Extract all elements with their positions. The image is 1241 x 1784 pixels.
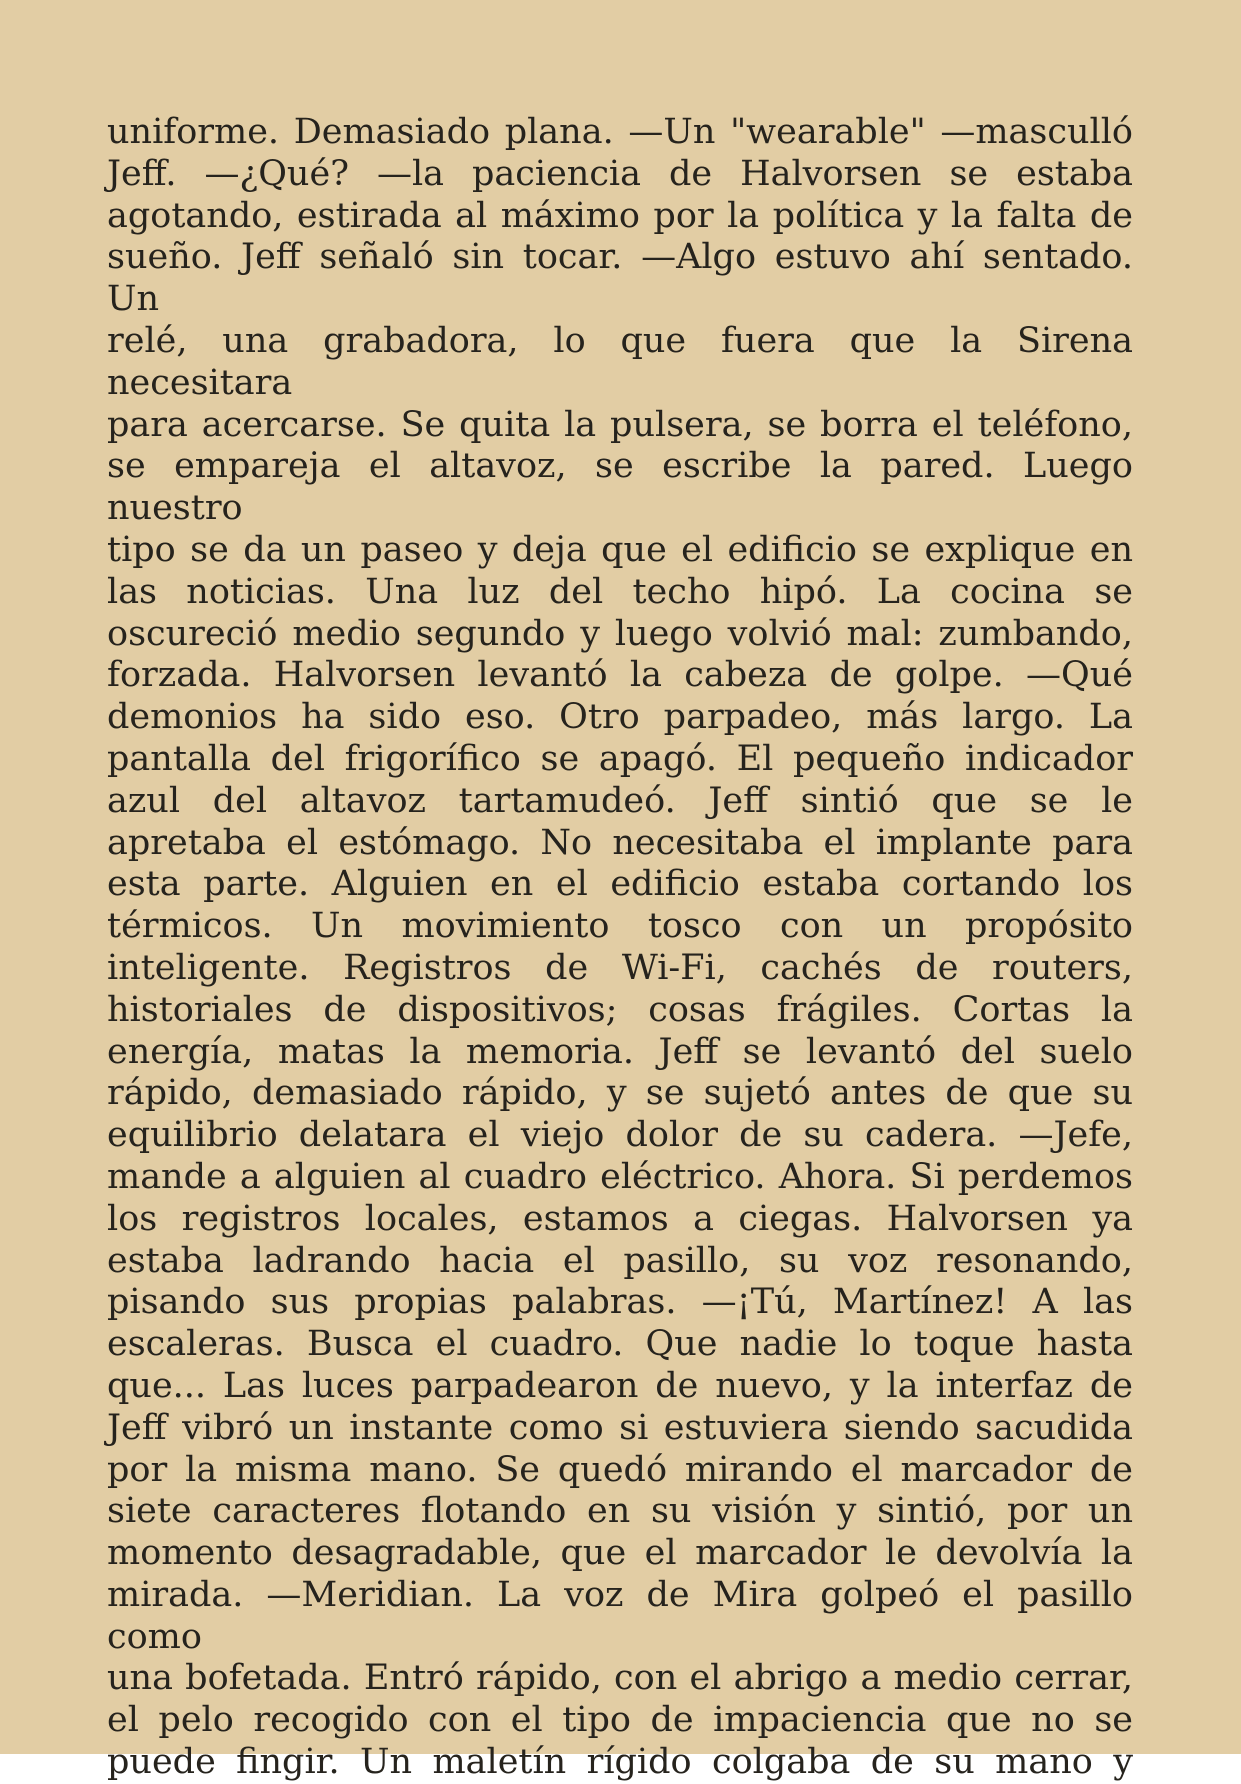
text-line: puede fingir. Un maletín rígido colgaba de su mano y	[107, 1742, 1133, 1783]
text-line: pantalla del frigorífico se apagó. El pequeño indicador	[107, 738, 1133, 779]
text-line: estaba ladrando hacia el pasillo, su voz resonando,	[107, 1240, 1133, 1281]
text-line: escaleras. Busca el cuadro. Que nadie lo toque hasta	[107, 1324, 1133, 1365]
text-line: inteligente. Registros de Wi-Fi, cachés de routers,	[107, 947, 1133, 988]
text-line: apretaba el estómago. No necesitaba el implante para	[107, 822, 1133, 863]
text-line: equilibrio delatara el viejo dolor de su cadera. —Jefe,	[107, 1115, 1133, 1156]
text-line: esta parte. Alguien en el edificio estaba cortando los	[107, 864, 1133, 905]
text-line: sueño. Jeff señaló sin tocar. —Algo estuvo ahí sentado. Un	[107, 237, 1133, 320]
text-line: relé, una grabadora, lo que fuera que la Sirena necesitara	[107, 320, 1133, 403]
text-line: el pelo recogido con el tipo de impaciencia que no se	[107, 1700, 1133, 1741]
text-line: siete caracteres flotando en su visión y sintió, por un	[107, 1491, 1133, 1532]
text-line: pisando sus propias palabras. —¡Tú, Martínez! A las	[107, 1282, 1133, 1323]
text-line: oscureció medio segundo y luego volvió mal: zumbando,	[107, 613, 1133, 654]
text-line: los registros locales, estamos a ciegas. Halvorsen ya	[107, 1198, 1133, 1239]
text-line: uniforme. Demasiado plana. —Un "wearable" —masculló	[107, 112, 1133, 152]
text-line: energía, matas la memoria. Jeff se levantó del suelo	[107, 1031, 1133, 1072]
text-line: mande a alguien al cuadro eléctrico. Ahora. Si perdemos	[107, 1156, 1133, 1197]
text-line: las noticias. Una luz del techo hipó. La cocina se	[107, 571, 1133, 612]
text-line: Jeff. —¿Qué? —la paciencia de Halvorsen se estaba	[107, 153, 1133, 194]
text-line: demonios ha sido eso. Otro parpadeo, más largo. La	[107, 697, 1133, 738]
text-line: se empareja el altavoz, se escribe la pared. Luego nuestro	[107, 446, 1133, 529]
text-line: mirada. —Meridian. La voz de Mira golpeó el pasillo como	[107, 1574, 1133, 1657]
text-line: Jeff vibró un instante como si estuviera siendo sacudida	[107, 1407, 1133, 1448]
story-text	[107, 112, 1133, 1784]
text-line: para acercarse. Se quita la pulsera, se borra el teléfono,	[107, 404, 1133, 445]
text-line: que... Las luces parpadearon de nuevo, y la interfaz de	[107, 1365, 1133, 1406]
text-line: azul del altavoz tartamudeó. Jeff sintió que se le	[107, 780, 1133, 821]
text-line: historiales de dispositivos; cosas frágiles. Cortas la	[107, 989, 1133, 1030]
text-line: rápido, demasiado rápido, y se sujetó antes de que su	[107, 1073, 1133, 1114]
text-line: momento desagradable, que el marcador le devolvía la	[107, 1533, 1133, 1574]
text-line: térmicos. Un movimiento tosco con un propósito	[107, 906, 1133, 947]
text-line: una bofetada. Entró rápido, con el abrigo a medio cerrar,	[107, 1658, 1133, 1699]
text-line: por la misma mano. Se quedó mirando el marcador de	[107, 1449, 1133, 1490]
text-line: forzada. Halvorsen levantó la cabeza de golpe. —Qué	[107, 655, 1133, 696]
text-line: tipo se da un paseo y deja que el edificio se explique en	[107, 529, 1133, 570]
text-line: agotando, estirada al máximo por la política y la falta de	[107, 195, 1133, 236]
